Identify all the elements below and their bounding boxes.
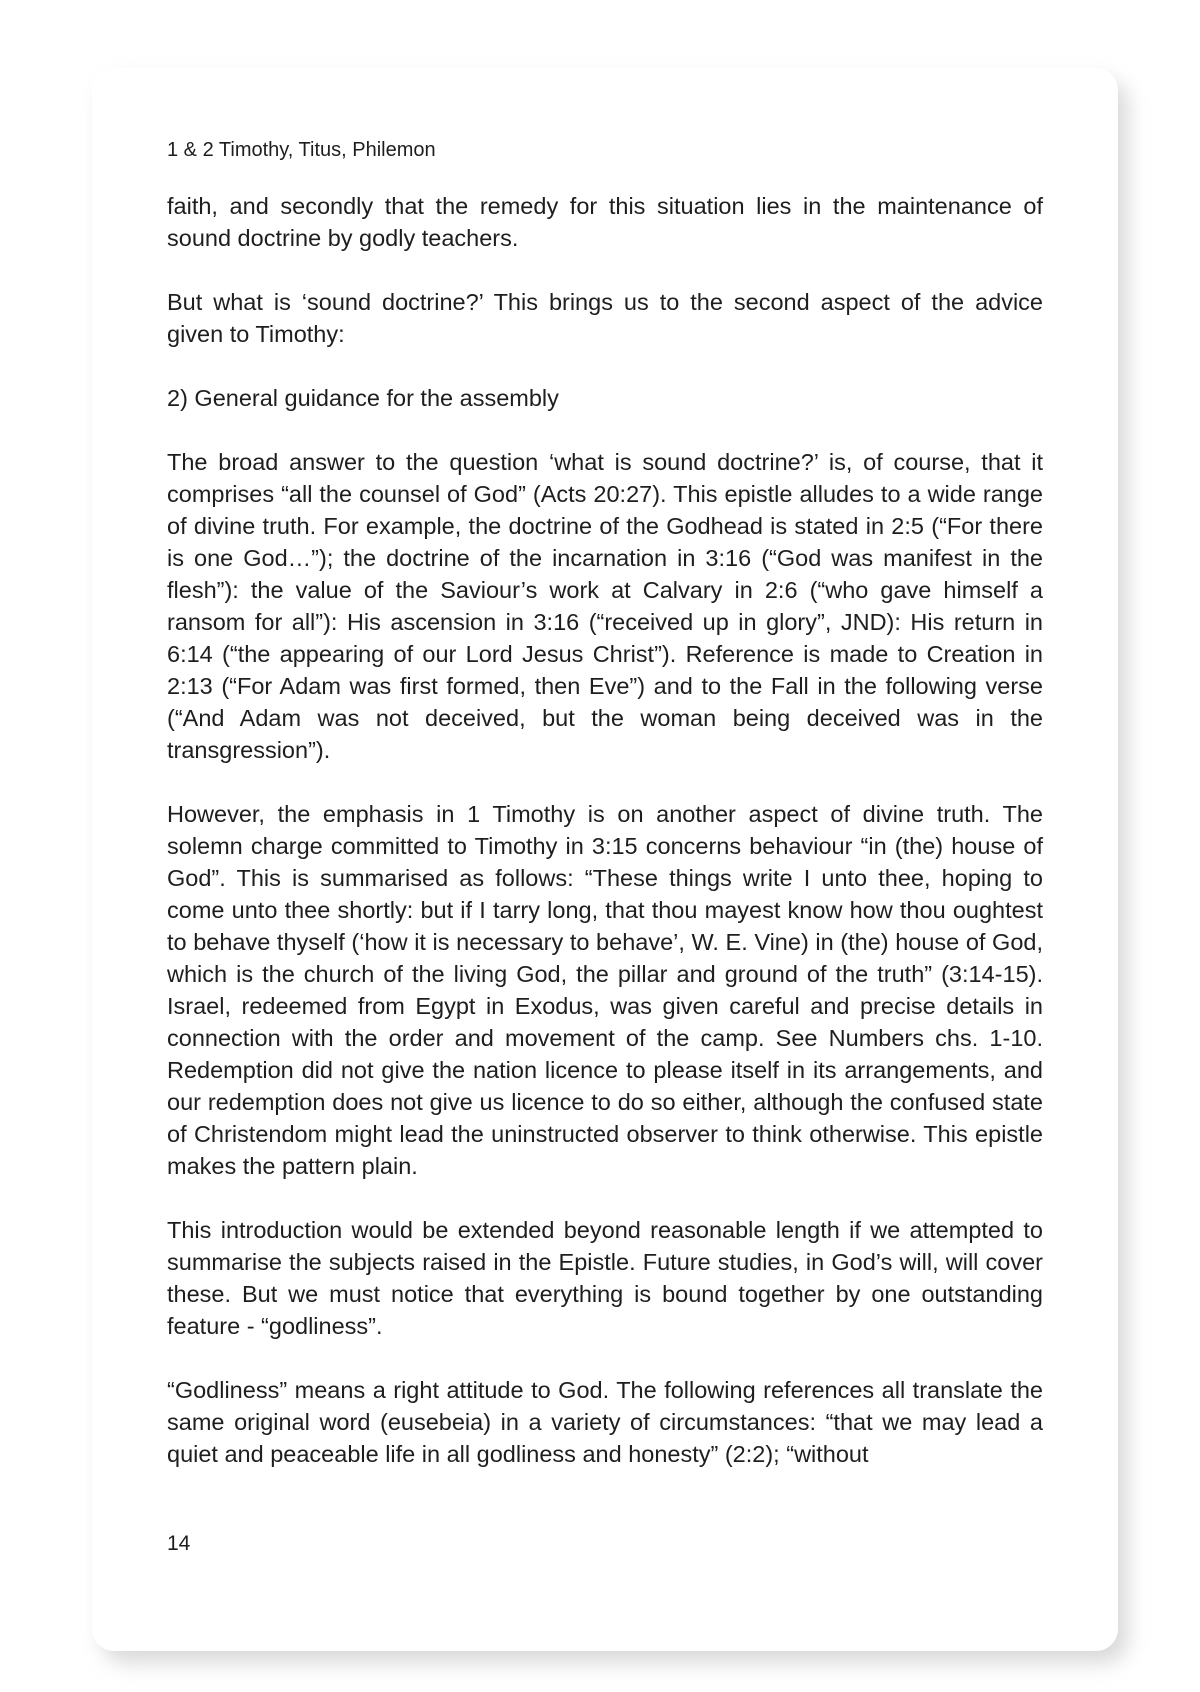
- section-heading: 2) General guidance for the assembly: [167, 385, 559, 411]
- book-page: [92, 68, 1118, 1651]
- page-content: [167, 138, 1043, 1502]
- paragraph-continuation: faith, and secondly that the remedy for this situation lies in the maintenance of sound doctrine by godly teachers.: [167, 193, 1043, 251]
- paragraph-broad-answer: The broad answer to the question ‘what is sound doctrine?’ is, of course, that it comprises “all the counsel of God” (Acts 20:27). This epistle alludes to a wide range of divine truth. For example, the doctrine of the Godhead is stated in 2:5 (“For there is one God…”); the doctrine of the incarnation in 3:16 (“God was manifest in the flesh”): the value of the Saviour’s work at Calvary in 2:6 (“who gave himself a ransom for all”): His ascension in 3:16 (“received up in glory”, JND): His return in 6:14 (“the appearing of our Lord Jesus Christ”). Reference is made to Creation in 2:13 (“For Adam was first formed, then Eve”) and to the Fall in the following verse (“And Adam was not deceived, but the woman being deceived was in the transgression”).: [167, 449, 1043, 763]
- paragraph-godliness: “Godliness” means a right attitude to God. The following references all translate the same original word (eusebeia) in a variety of circumstances: “that we may lead a quiet and peaceable life in all godliness and honesty” (2:2); “without: [167, 1377, 1043, 1467]
- paragraph-emphasis: However, the emphasis in 1 Timothy is on another aspect of divine truth. The solemn charge committed to Timothy in 3:15 concerns behaviour “in (the) house of God”. This is summarised as follows: “These things write I unto thee, hoping to come unto thee shortly: but if I tarry long, that thou mayest know how thou oughtest to behave thyself (‘how it is necessary to behave’, W. E. Vine) in (the) house of God, which is the church of the living God, the pillar and ground of the truth” (3:14-15). Israel, redeemed from Egypt in Exodus, was given careful and precise details in connection with the order and movement of the camp. See Numbers chs. 1-10. Redemption did not give the nation licence to please itself in its arrangements, and our redemption does not give us licence to do so either, although the confused state of Christendom might lead the uninstructed observer to think otherwise. This epistle makes the pattern plain.: [167, 801, 1043, 1179]
- page-number: 14: [167, 1532, 191, 1555]
- paragraph-introduction-length: This introduction would be extended beyond reasonable length if we attempted to summarise the subjects raised in the Epistle. Future studies, in God’s will, will cover these. But we must notice that everything is bound together by one outstanding feature - “godliness”.: [167, 1217, 1043, 1339]
- paragraph-sound-doctrine-question: But what is ‘sound doctrine?’ This brings us to the second aspect of the advice given to Timothy:: [167, 289, 1043, 347]
- running-header: 1 & 2 Timothy, Titus, Philemon: [167, 139, 436, 161]
